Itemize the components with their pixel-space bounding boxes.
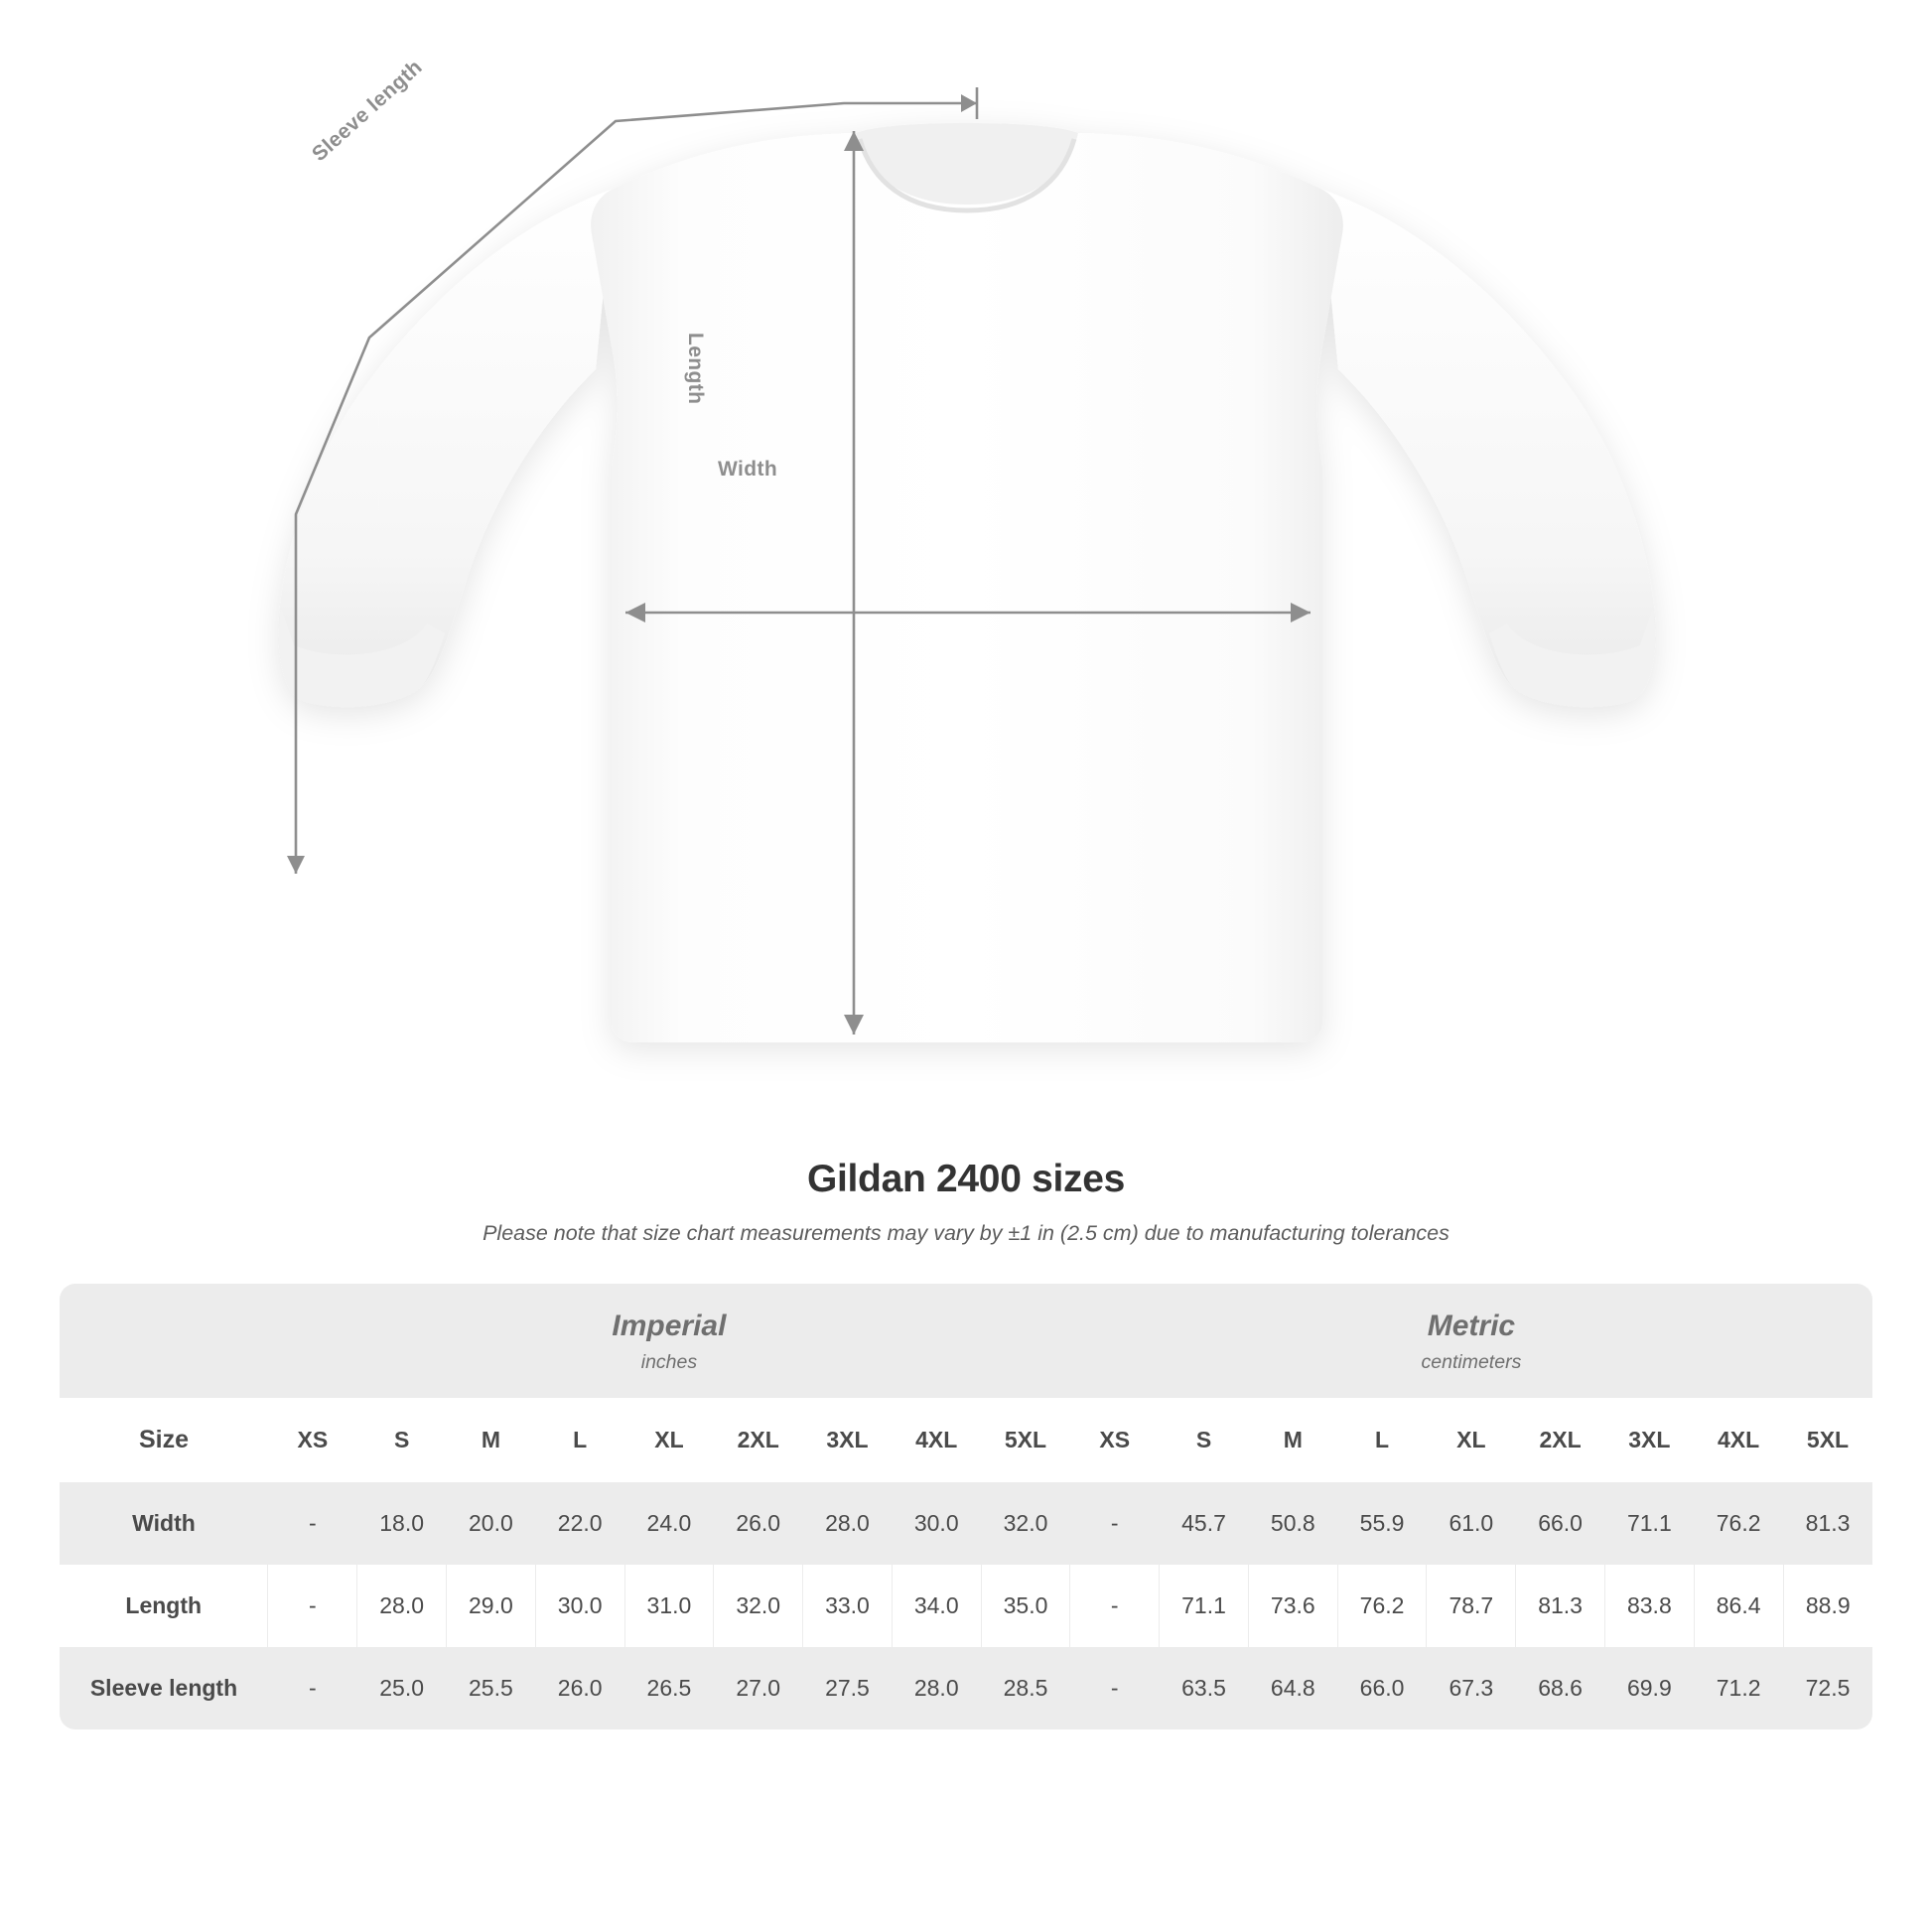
page-title: Gildan 2400 sizes xyxy=(806,1158,1126,1200)
unit-group-imperial xyxy=(268,1284,1070,1398)
size-table-wrapper xyxy=(60,1284,1872,1729)
header-imperial-s: S xyxy=(357,1398,447,1482)
title-block xyxy=(0,1158,1932,1246)
cell-width-imperial-4xl: 30.0 xyxy=(892,1482,981,1565)
cell-length-metric-4xl: 86.4 xyxy=(1694,1565,1783,1647)
unit-group-metric xyxy=(1070,1284,1872,1398)
cell-length-metric-xl: 78.7 xyxy=(1427,1565,1516,1647)
header-metric-s: S xyxy=(1160,1398,1249,1482)
shirt-shape xyxy=(278,123,1655,1042)
header-size: Size xyxy=(60,1398,268,1482)
cell-width-imperial-3xl: 28.0 xyxy=(803,1482,893,1565)
sleeve-length-dimension-label: Sleeve length xyxy=(308,55,427,167)
cell-length-metric-2xl: 81.3 xyxy=(1516,1565,1605,1647)
cell-width-metric-s: 45.7 xyxy=(1160,1482,1249,1565)
row-label-length: Length xyxy=(60,1565,268,1647)
cell-length-imperial-xs: - xyxy=(268,1565,357,1647)
cell-sleeve-imperial-m: 25.5 xyxy=(447,1647,536,1729)
width-dimension-label: Width xyxy=(718,458,778,481)
unit-spacer-cell xyxy=(60,1284,268,1398)
table-row xyxy=(60,1482,1872,1565)
cell-width-metric-m: 50.8 xyxy=(1248,1482,1337,1565)
header-metric-m: M xyxy=(1248,1398,1337,1482)
cell-sleeve-imperial-xl: 26.5 xyxy=(624,1647,714,1729)
cell-sleeve-metric-m: 64.8 xyxy=(1248,1647,1337,1729)
header-imperial-m: M xyxy=(447,1398,536,1482)
cell-width-imperial-2xl: 26.0 xyxy=(714,1482,803,1565)
header-imperial-4xl: 4XL xyxy=(892,1398,981,1482)
cell-sleeve-metric-4xl: 71.2 xyxy=(1694,1647,1783,1729)
size-table xyxy=(60,1284,1872,1729)
cell-width-imperial-l: 22.0 xyxy=(535,1482,624,1565)
cell-width-imperial-xl: 24.0 xyxy=(624,1482,714,1565)
cell-width-metric-3xl: 71.1 xyxy=(1604,1482,1694,1565)
cell-width-imperial-5xl: 32.0 xyxy=(981,1482,1070,1565)
cell-length-metric-xs: - xyxy=(1070,1565,1160,1647)
row-label-sleeve-length: Sleeve length xyxy=(60,1647,268,1729)
unit-metric-name: Metric xyxy=(1427,1310,1516,1342)
cell-length-metric-m: 73.6 xyxy=(1248,1565,1337,1647)
cell-length-metric-s: 71.1 xyxy=(1160,1565,1249,1647)
cell-length-imperial-3xl: 33.0 xyxy=(803,1565,893,1647)
table-row xyxy=(60,1565,1872,1647)
cell-sleeve-metric-xs: - xyxy=(1070,1647,1160,1729)
length-dimension-label: Length xyxy=(684,333,707,405)
cell-sleeve-metric-3xl: 69.9 xyxy=(1604,1647,1694,1729)
cell-width-imperial-s: 18.0 xyxy=(357,1482,447,1565)
cell-length-imperial-l: 30.0 xyxy=(535,1565,624,1647)
cell-sleeve-imperial-xs: - xyxy=(268,1647,357,1729)
header-metric-xl: XL xyxy=(1427,1398,1516,1482)
cell-length-imperial-4xl: 34.0 xyxy=(892,1565,981,1647)
header-imperial-5xl: 5XL xyxy=(981,1398,1070,1482)
header-imperial-xs: XS xyxy=(268,1398,357,1482)
header-metric-3xl: 3XL xyxy=(1604,1398,1694,1482)
cell-sleeve-metric-s: 63.5 xyxy=(1160,1647,1249,1729)
header-imperial-xl: XL xyxy=(624,1398,714,1482)
cell-sleeve-metric-l: 66.0 xyxy=(1337,1647,1427,1729)
cell-length-metric-l: 76.2 xyxy=(1337,1565,1427,1647)
header-metric-l: L xyxy=(1337,1398,1427,1482)
cell-width-imperial-m: 20.0 xyxy=(447,1482,536,1565)
cell-width-metric-xs: - xyxy=(1070,1482,1160,1565)
unit-imperial-sub: inches xyxy=(640,1351,698,1373)
header-metric-2xl: 2XL xyxy=(1516,1398,1605,1482)
cell-length-imperial-m: 29.0 xyxy=(447,1565,536,1647)
row-label-width: Width xyxy=(60,1482,268,1565)
header-metric-5xl: 5XL xyxy=(1783,1398,1872,1482)
cell-width-imperial-xs: - xyxy=(268,1482,357,1565)
cell-length-imperial-5xl: 35.0 xyxy=(981,1565,1070,1647)
page-subtitle: Please note that size chart measurements may vary by ±1 in (2.5 cm) due to manufacturing tolerances xyxy=(483,1221,1449,1245)
cell-sleeve-imperial-4xl: 28.0 xyxy=(892,1647,981,1729)
cell-sleeve-imperial-5xl: 28.5 xyxy=(981,1647,1070,1729)
unit-header-row xyxy=(60,1284,1872,1398)
unit-metric-sub: centimeters xyxy=(1421,1351,1522,1373)
cell-length-imperial-xl: 31.0 xyxy=(624,1565,714,1647)
header-metric-4xl: 4XL xyxy=(1694,1398,1783,1482)
cell-sleeve-imperial-2xl: 27.0 xyxy=(714,1647,803,1729)
cell-width-metric-5xl: 81.3 xyxy=(1783,1482,1872,1565)
cell-sleeve-imperial-3xl: 27.5 xyxy=(803,1647,893,1729)
cell-sleeve-metric-5xl: 72.5 xyxy=(1783,1647,1872,1729)
header-imperial-l: L xyxy=(535,1398,624,1482)
cell-sleeve-imperial-l: 26.0 xyxy=(535,1647,624,1729)
cell-length-metric-5xl: 88.9 xyxy=(1783,1565,1872,1647)
cell-length-imperial-s: 28.0 xyxy=(357,1565,447,1647)
cell-sleeve-imperial-s: 25.0 xyxy=(357,1647,447,1729)
column-header-row xyxy=(60,1398,1872,1482)
cell-width-metric-l: 55.9 xyxy=(1337,1482,1427,1565)
cell-width-metric-xl: 61.0 xyxy=(1427,1482,1516,1565)
cell-width-metric-2xl: 66.0 xyxy=(1516,1482,1605,1565)
cell-width-metric-4xl: 76.2 xyxy=(1694,1482,1783,1565)
header-imperial-2xl: 2XL xyxy=(714,1398,803,1482)
cell-length-imperial-2xl: 32.0 xyxy=(714,1565,803,1647)
table-row xyxy=(60,1647,1872,1729)
header-imperial-3xl: 3XL xyxy=(803,1398,893,1482)
cell-length-metric-3xl: 83.8 xyxy=(1604,1565,1694,1647)
cell-sleeve-metric-2xl: 68.6 xyxy=(1516,1647,1605,1729)
header-metric-xs: XS xyxy=(1070,1398,1160,1482)
unit-imperial-name: Imperial xyxy=(612,1310,727,1342)
cell-sleeve-metric-xl: 67.3 xyxy=(1427,1647,1516,1729)
